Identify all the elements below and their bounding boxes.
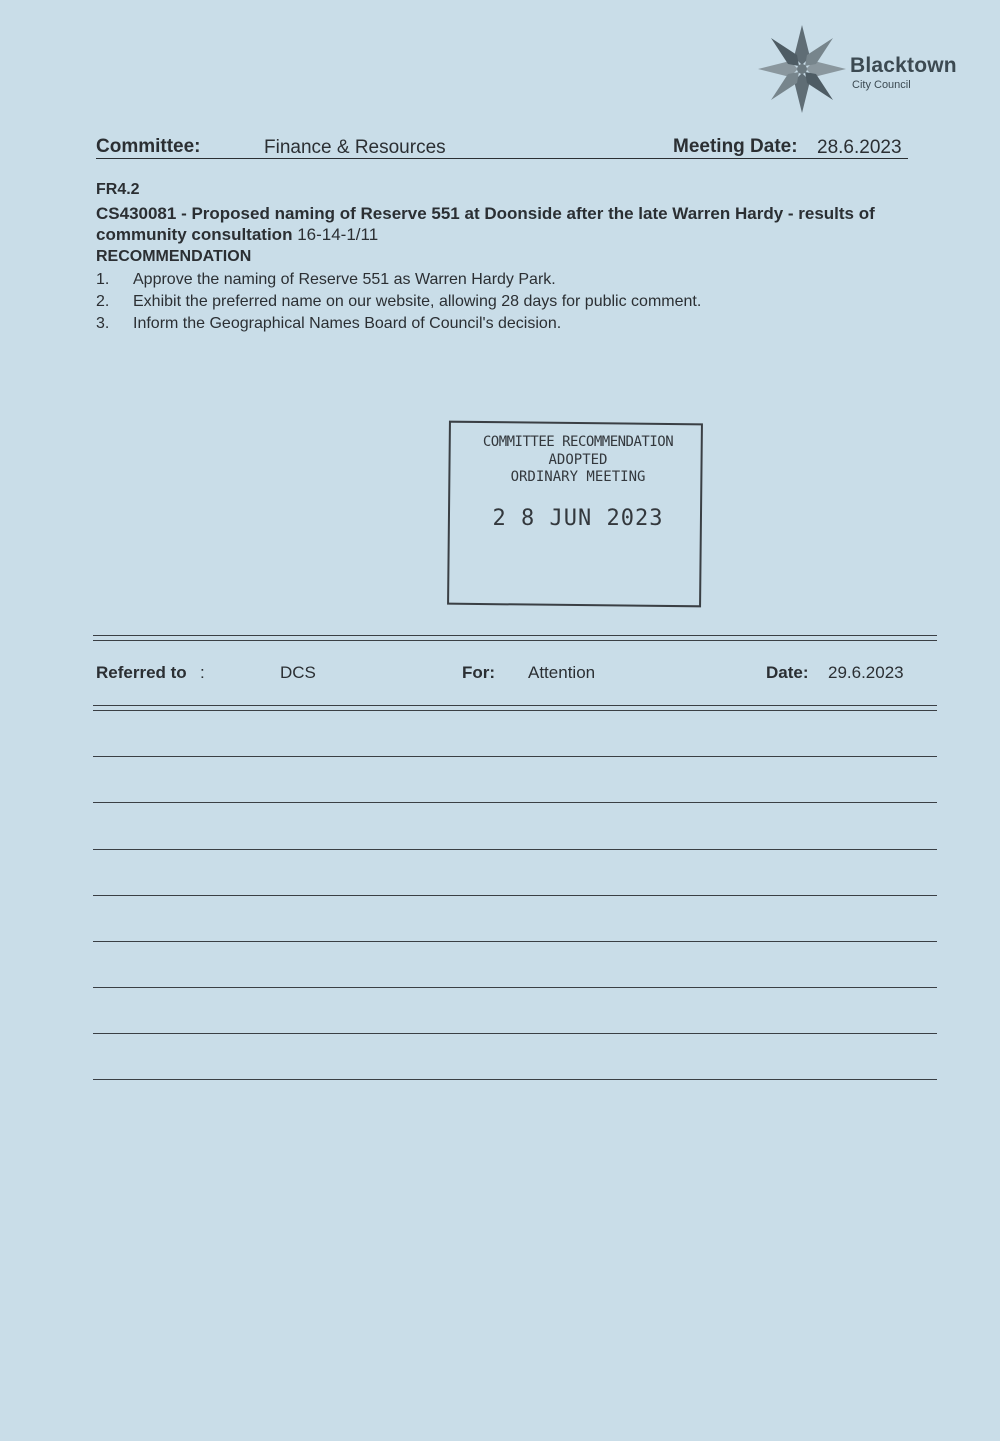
double-rule-top — [93, 635, 937, 641]
for-value: Attention — [528, 663, 596, 682]
note-line — [93, 756, 937, 757]
note-line — [93, 895, 937, 896]
item-text: Exhibit the preferred name on our website, allowing 28 days for public comment. — [133, 293, 702, 310]
stamp-date: 2 8 JUN 2023 — [492, 506, 664, 531]
referral-date-value: 29.6.2023 — [828, 663, 904, 682]
item-text: Approve the naming of Reserve 551 as Warren Hardy Park. — [133, 271, 556, 288]
referred-to-value: DCS — [280, 663, 316, 682]
header-underline — [96, 158, 908, 159]
stamp-line-2: ADOPTED — [548, 452, 608, 468]
stamp-line-3: ORDINARY MEETING — [510, 469, 646, 485]
committee-label: Committee: — [96, 136, 201, 157]
note-line — [93, 1033, 937, 1034]
committee-row — [96, 134, 908, 160]
council-logo — [758, 22, 958, 122]
meeting-date-value: 28.6.2023 — [817, 137, 902, 158]
item-number: 1. — [96, 271, 110, 288]
referred-to-colon: : — [200, 663, 205, 682]
recommendation-list — [96, 269, 701, 335]
committee-value: Finance & Resources — [264, 137, 446, 158]
note-line — [93, 987, 937, 988]
adoption-stamp — [448, 422, 702, 606]
recommendation-heading: RECOMMENDATION — [96, 248, 252, 265]
note-line — [93, 849, 937, 850]
file-reference: 16-14-1/11 — [297, 225, 379, 244]
item-code: FR4.2 — [96, 181, 140, 198]
item-number: 3. — [96, 315, 110, 332]
star-logo-icon — [758, 22, 850, 118]
logo-name: Blacktown — [850, 54, 957, 77]
double-rule-bottom — [93, 705, 937, 711]
item-title-block — [96, 203, 946, 245]
referral-date-label: Date: — [766, 663, 809, 682]
note-line — [93, 802, 937, 803]
logo-subtitle: City Council — [852, 79, 911, 91]
item-text: Inform the Geographical Names Board of Council's decision. — [133, 315, 562, 332]
recommendation-item — [96, 313, 701, 335]
recommendation-item — [96, 291, 701, 313]
recommendation-item — [96, 269, 701, 291]
note-line — [93, 1079, 937, 1080]
for-label: For: — [462, 663, 496, 682]
meeting-date-label: Meeting Date: — [673, 136, 798, 157]
referred-to-label: Referred to — [96, 663, 187, 682]
stamp-line-1: COMMITTEE RECOMMENDATION — [482, 434, 674, 450]
item-title: CS430081 - Proposed naming of Reserve 551 at Doonside after the late Warren Hardy - results of community consultation — [96, 204, 875, 244]
note-line — [93, 941, 937, 942]
item-number: 2. — [96, 293, 110, 310]
